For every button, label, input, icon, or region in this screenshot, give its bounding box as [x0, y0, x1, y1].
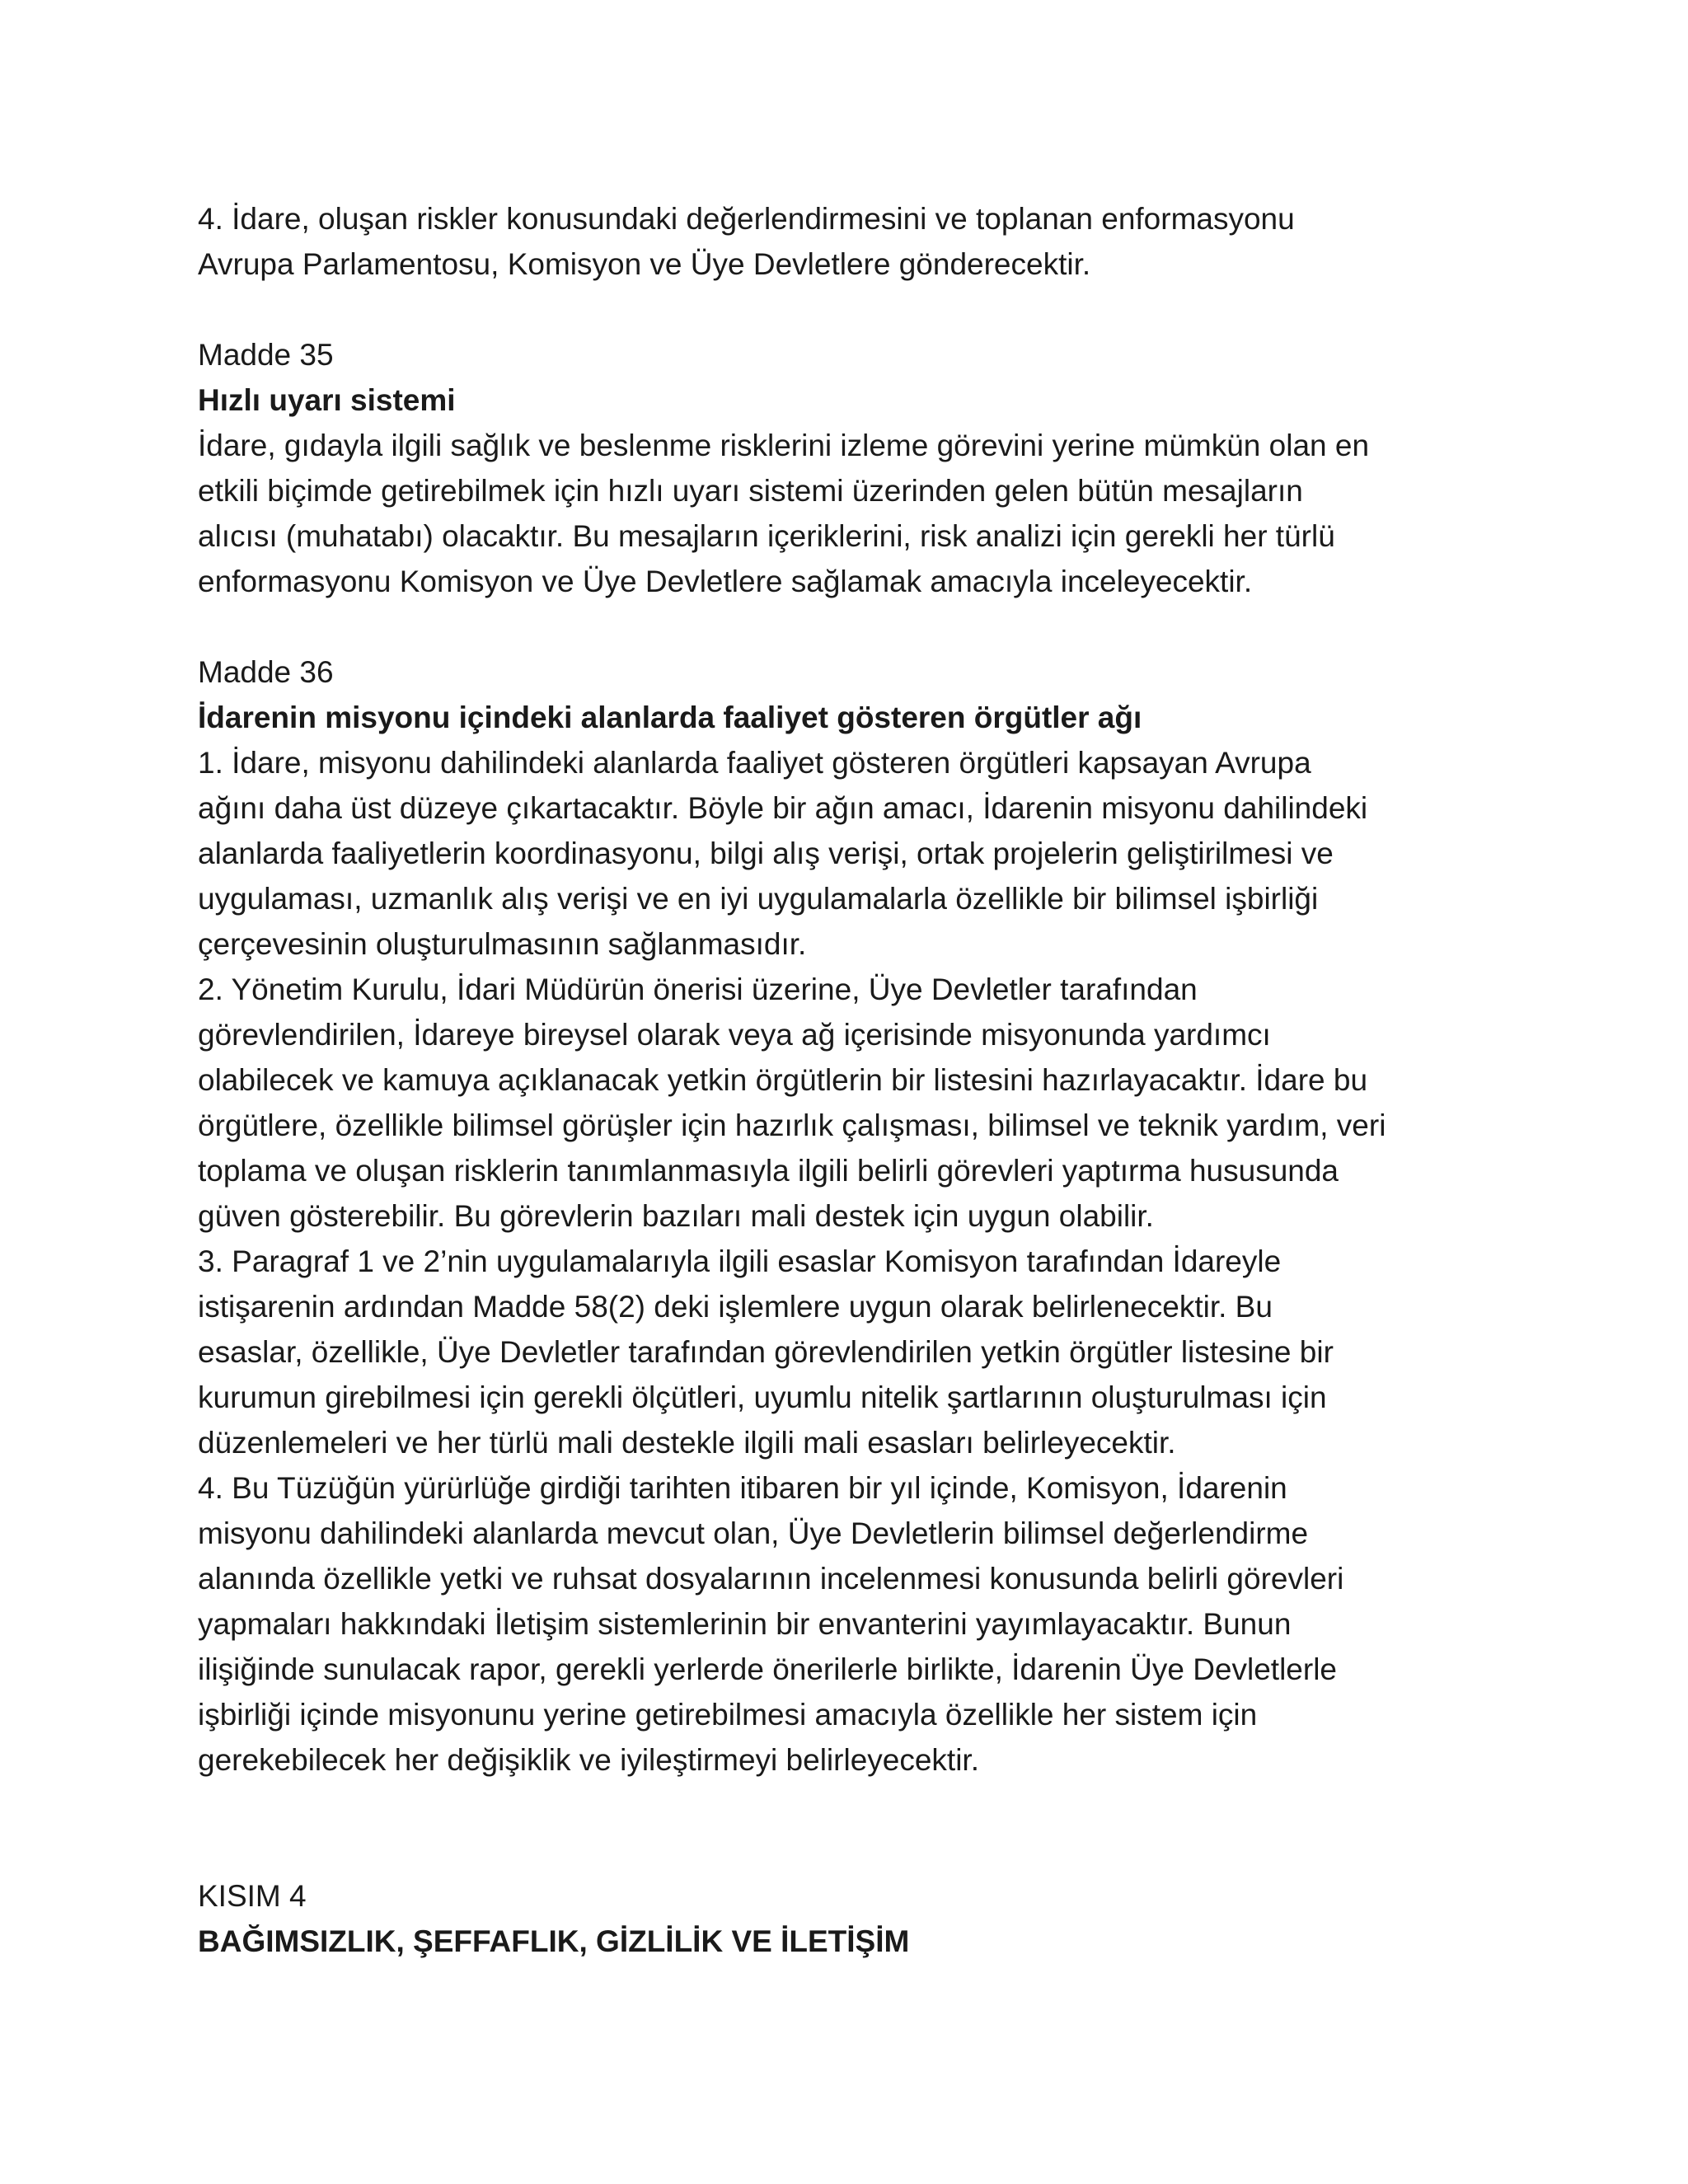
text-line: düzenlemeleri ve her türlü mali destekle ilgili mali esasları belirleyecektir. [198, 1426, 1176, 1460]
text-line: misyonu dahilindeki alanlarda mevcut olan, Üye Devletlerin bilimsel değerlendirme [198, 1516, 1309, 1550]
part-label: KISIM 4 [198, 1879, 307, 1913]
text-line: etkili biçimde getirebilmek için hızlı uyarı sistemi üzerinden gelen bütün mesajların [198, 474, 1303, 508]
text-line: esaslar, özellikle, Üye Devletler tarafından görevlendirilen yetkin örgütler listesine bir [198, 1335, 1334, 1369]
text-line: güven gösterebilir. Bu görevlerin bazıları mali destek için uygun olabilir. [198, 1199, 1154, 1233]
article-number: Madde 35 [198, 338, 334, 372]
text-line: 4. İdare, oluşan riskler konusundaki değerlendirmesini ve toplanan enformasyonu [198, 202, 1295, 236]
text-line: alanında özellikle yetki ve ruhsat dosyalarının incelenmesi konusunda belirli görevleri [198, 1562, 1344, 1596]
text-line: kurumun girebilmesi için gerekli ölçütleri, uyumlu nitelik şartlarının oluşturulması için [198, 1380, 1327, 1414]
text-line: uygulaması, uzmanlık alış verişi ve en iyi uygulamalarla özellikle bir bilimsel işbirliği [198, 882, 1319, 916]
article-title: İdarenin misyonu içindeki alanlarda faaliyet gösteren örgütler ağı [198, 701, 1142, 734]
article-35 [198, 332, 1484, 604]
paragraph-spacer [198, 604, 1484, 649]
intro-paragraph [198, 196, 1484, 287]
text-line: İdare, gıdayla ilgili sağlık ve beslenme risklerini izleme görevini yerine mümkün olan en [198, 429, 1370, 462]
text-line: Avrupa Parlamentosu, Komisyon ve Üye Devletlere gönderecektir. [198, 247, 1091, 281]
text-line: toplama ve oluşan risklerin tanımlanmasıyla ilgili belirli görevleri yaptırma hususunda [198, 1154, 1339, 1188]
text-line: istişarenin ardından Madde 58(2) deki işlemlere uygun olarak belirlenecektir. Bu [198, 1290, 1273, 1324]
part-4-heading [198, 1873, 1484, 1964]
text-line: çerçevesinin oluşturulmasının sağlanmasıdır. [198, 927, 807, 961]
text-line: yapmaları hakkındaki İletişim sistemlerinin bir envanterini yayımlayacaktır. Bunun [198, 1607, 1292, 1641]
part-title: BAĞIMSIZLIK, ŞEFFAFLIK, GİZLİLİK VE İLETİŞİM [198, 1924, 910, 1958]
text-line: ilişiğinde sunulacak rapor, gerekli yerlerde önerilerle birlikte, İdarenin Üye Devletlerle [198, 1652, 1338, 1686]
article-number: Madde 36 [198, 655, 334, 689]
text-line: enformasyonu Komisyon ve Üye Devletlere sağlamak amacıyla inceleyecektir. [198, 565, 1253, 598]
text-line: olabilecek ve kamuya açıklanacak yetkin örgütlerin bir listesini hazırlayacaktır. İdare bu [198, 1063, 1368, 1097]
text-line: ağını daha üst düzeye çıkartacaktır. Böyle bir ağın amacı, İdarenin misyonu dahilindeki [198, 791, 1368, 825]
text-line: alanlarda faaliyetlerin koordinasyonu, bilgi alış verişi, ortak projelerin geliştirilmesi ve [198, 837, 1334, 870]
text-line: görevlendirilen, İdareye bireysel olarak veya ağ içerisinde misyonunda yardımcı [198, 1018, 1271, 1052]
text-line: gerekebilecek her değişiklik ve iyileştirmeyi belirleyecektir. [198, 1743, 979, 1777]
text-line: 1. İdare, misyonu dahilindeki alanlarda faaliyet gösteren örgütleri kapsayan Avrupa [198, 746, 1311, 780]
text-line: 4. Bu Tüzüğün yürürlüğe girdiği tarihten itibaren bir yıl içinde, Komisyon, İdarenin [198, 1471, 1287, 1505]
text-line: 2. Yönetim Kurulu, İdari Müdürün önerisi üzerine, Üye Devletler tarafından [198, 972, 1198, 1006]
document-page [198, 196, 1484, 1964]
text-line: örgütlere, özellikle bilimsel görüşler için hazırlık çalışması, bilimsel ve teknik yardım, veri [198, 1108, 1386, 1142]
text-line: işbirliği içinde misyonunu yerine getirebilmesi amacıyla özellikle her sistem için [198, 1698, 1258, 1732]
article-36 [198, 649, 1484, 1783]
article-title: Hızlı uyarı sistemi [198, 383, 456, 417]
section-spacer [198, 1783, 1484, 1873]
text-line: 3. Paragraf 1 ve 2’nin uygulamalarıyla ilgili esaslar Komisyon tarafından İdareyle [198, 1244, 1282, 1278]
paragraph-spacer [198, 287, 1484, 332]
text-line: alıcısı (muhatabı) olacaktır. Bu mesajların içeriklerini, risk analizi için gerekli her türlü [198, 519, 1335, 553]
